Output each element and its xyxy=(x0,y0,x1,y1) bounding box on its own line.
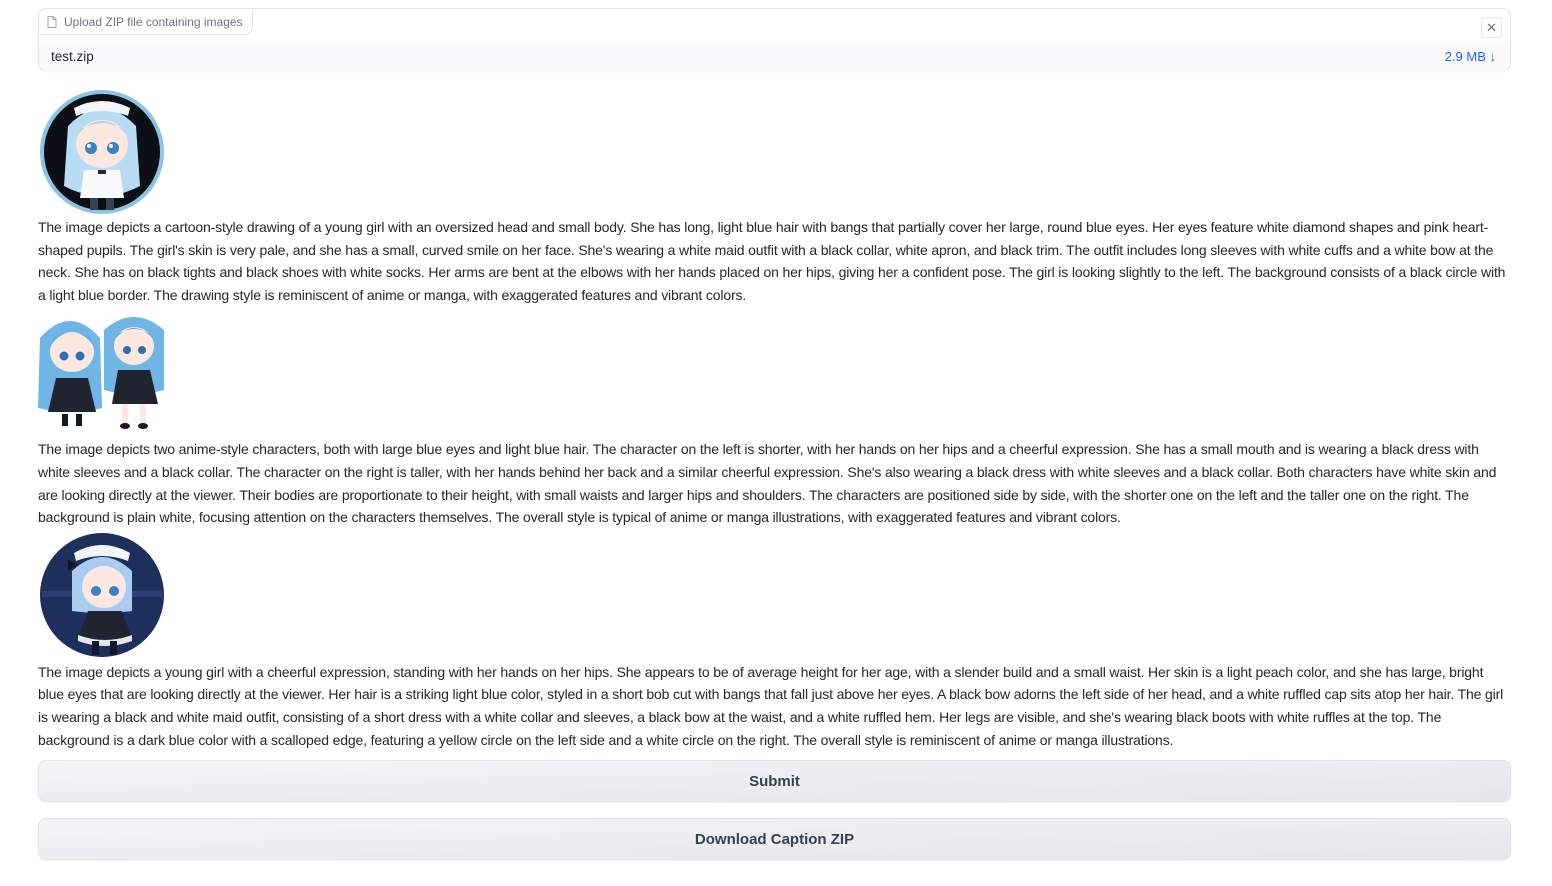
result-caption: The image depicts a cartoon-style drawing of a young girl with an oversized head and small body. She has long, light blue hair with bangs that partially cover her large, round blue eyes. Her eyes feature white diamond shapes and pink heart-shaped pupils. The girl's skin is very pale, and she has a small, curved smile on her face. She's wearing a white maid outfit with a black collar, white apron, and black trim. The outfit includes long sleeves with white cuffs and a white bow at the neck. She has on black tights and black shoes with white socks. Her arms are bent at the elbows with her hands placed on her hips, giving her a confident pose. The girl is looking slightly to the left. The background consists of a black circle with a light blue border. The drawing style is reminiscent of anime or manga, with exaggerated features and vibrant colors. xyxy=(38,219,1506,303)
upload-label xyxy=(38,8,253,35)
result-caption: The image depicts a young girl with a cheerful expression, standing with her hands on her hips. She appears to be of average height for her age, with a slender build and a small waist. Her skin is a light peach color, and she has large, bright blue eyes that are looking directly at the viewer. Her hair is a striking light blue color, styled in a short bob cut with bangs that fall just above her eyes. A black bow adorns the left side of her head, and a white ruffled cap sits atop her hair. The girl is wearing a black and white maid outfit, consisting of a short dress with a white collar and sleeves, a black bow at the waist, and a white ruffled hem. Her legs are visible, and she's wearing black boots with white ruffles at the top. The background is a dark blue color with a scalloped edge, featuring a yellow circle on the left side and a white circle on the right. The overall style is reminiscent of anime or manga illustrations. xyxy=(38,663,1504,748)
caption-results xyxy=(38,86,1511,751)
result-image xyxy=(38,308,166,436)
uploaded-file-row xyxy=(39,42,1510,71)
result-image xyxy=(38,531,166,659)
main-container xyxy=(38,8,1511,753)
file-download-link[interactable]: 2.9 MB ↓ xyxy=(1444,49,1496,64)
close-icon: ✕ xyxy=(1486,19,1497,35)
clear-file-button[interactable] xyxy=(1481,17,1502,38)
result-item xyxy=(38,86,1511,306)
file-name: test.zip xyxy=(51,49,94,64)
submit-button[interactable]: Submit xyxy=(38,760,1511,802)
download-caption-zip-button[interactable]: Download Caption ZIP xyxy=(38,818,1511,860)
file-icon xyxy=(47,16,57,28)
upload-label-text: Upload ZIP file containing images xyxy=(64,14,243,29)
zip-file-upload[interactable] xyxy=(38,8,1511,71)
result-item xyxy=(38,308,1511,528)
result-caption: The image depicts two anime-style characters, both with large blue eyes and light blue hair. The character on the left is shorter, with her hands on her hips and a cheerful expression. She has a small mouth and is wearing a black dress with white sleeves and a black collar. The character on the right is taller, with her hands behind her back and a similar cheerful expression. She's also wearing a black dress with white sleeves and a black collar. Both characters have white skin and are looking directly at the viewer. Their bodies are proportionate to their height, with small waists and larger hips and shoulders. The characters are positioned side by side, with the shorter one on the left and the taller one on the right. The background is plain white, focusing attention on the characters themselves. The overall style is typical of anime or manga illustrations, with exaggerated features and vibrant colors. xyxy=(38,441,1497,526)
result-image xyxy=(38,86,166,214)
result-item xyxy=(38,531,1511,751)
